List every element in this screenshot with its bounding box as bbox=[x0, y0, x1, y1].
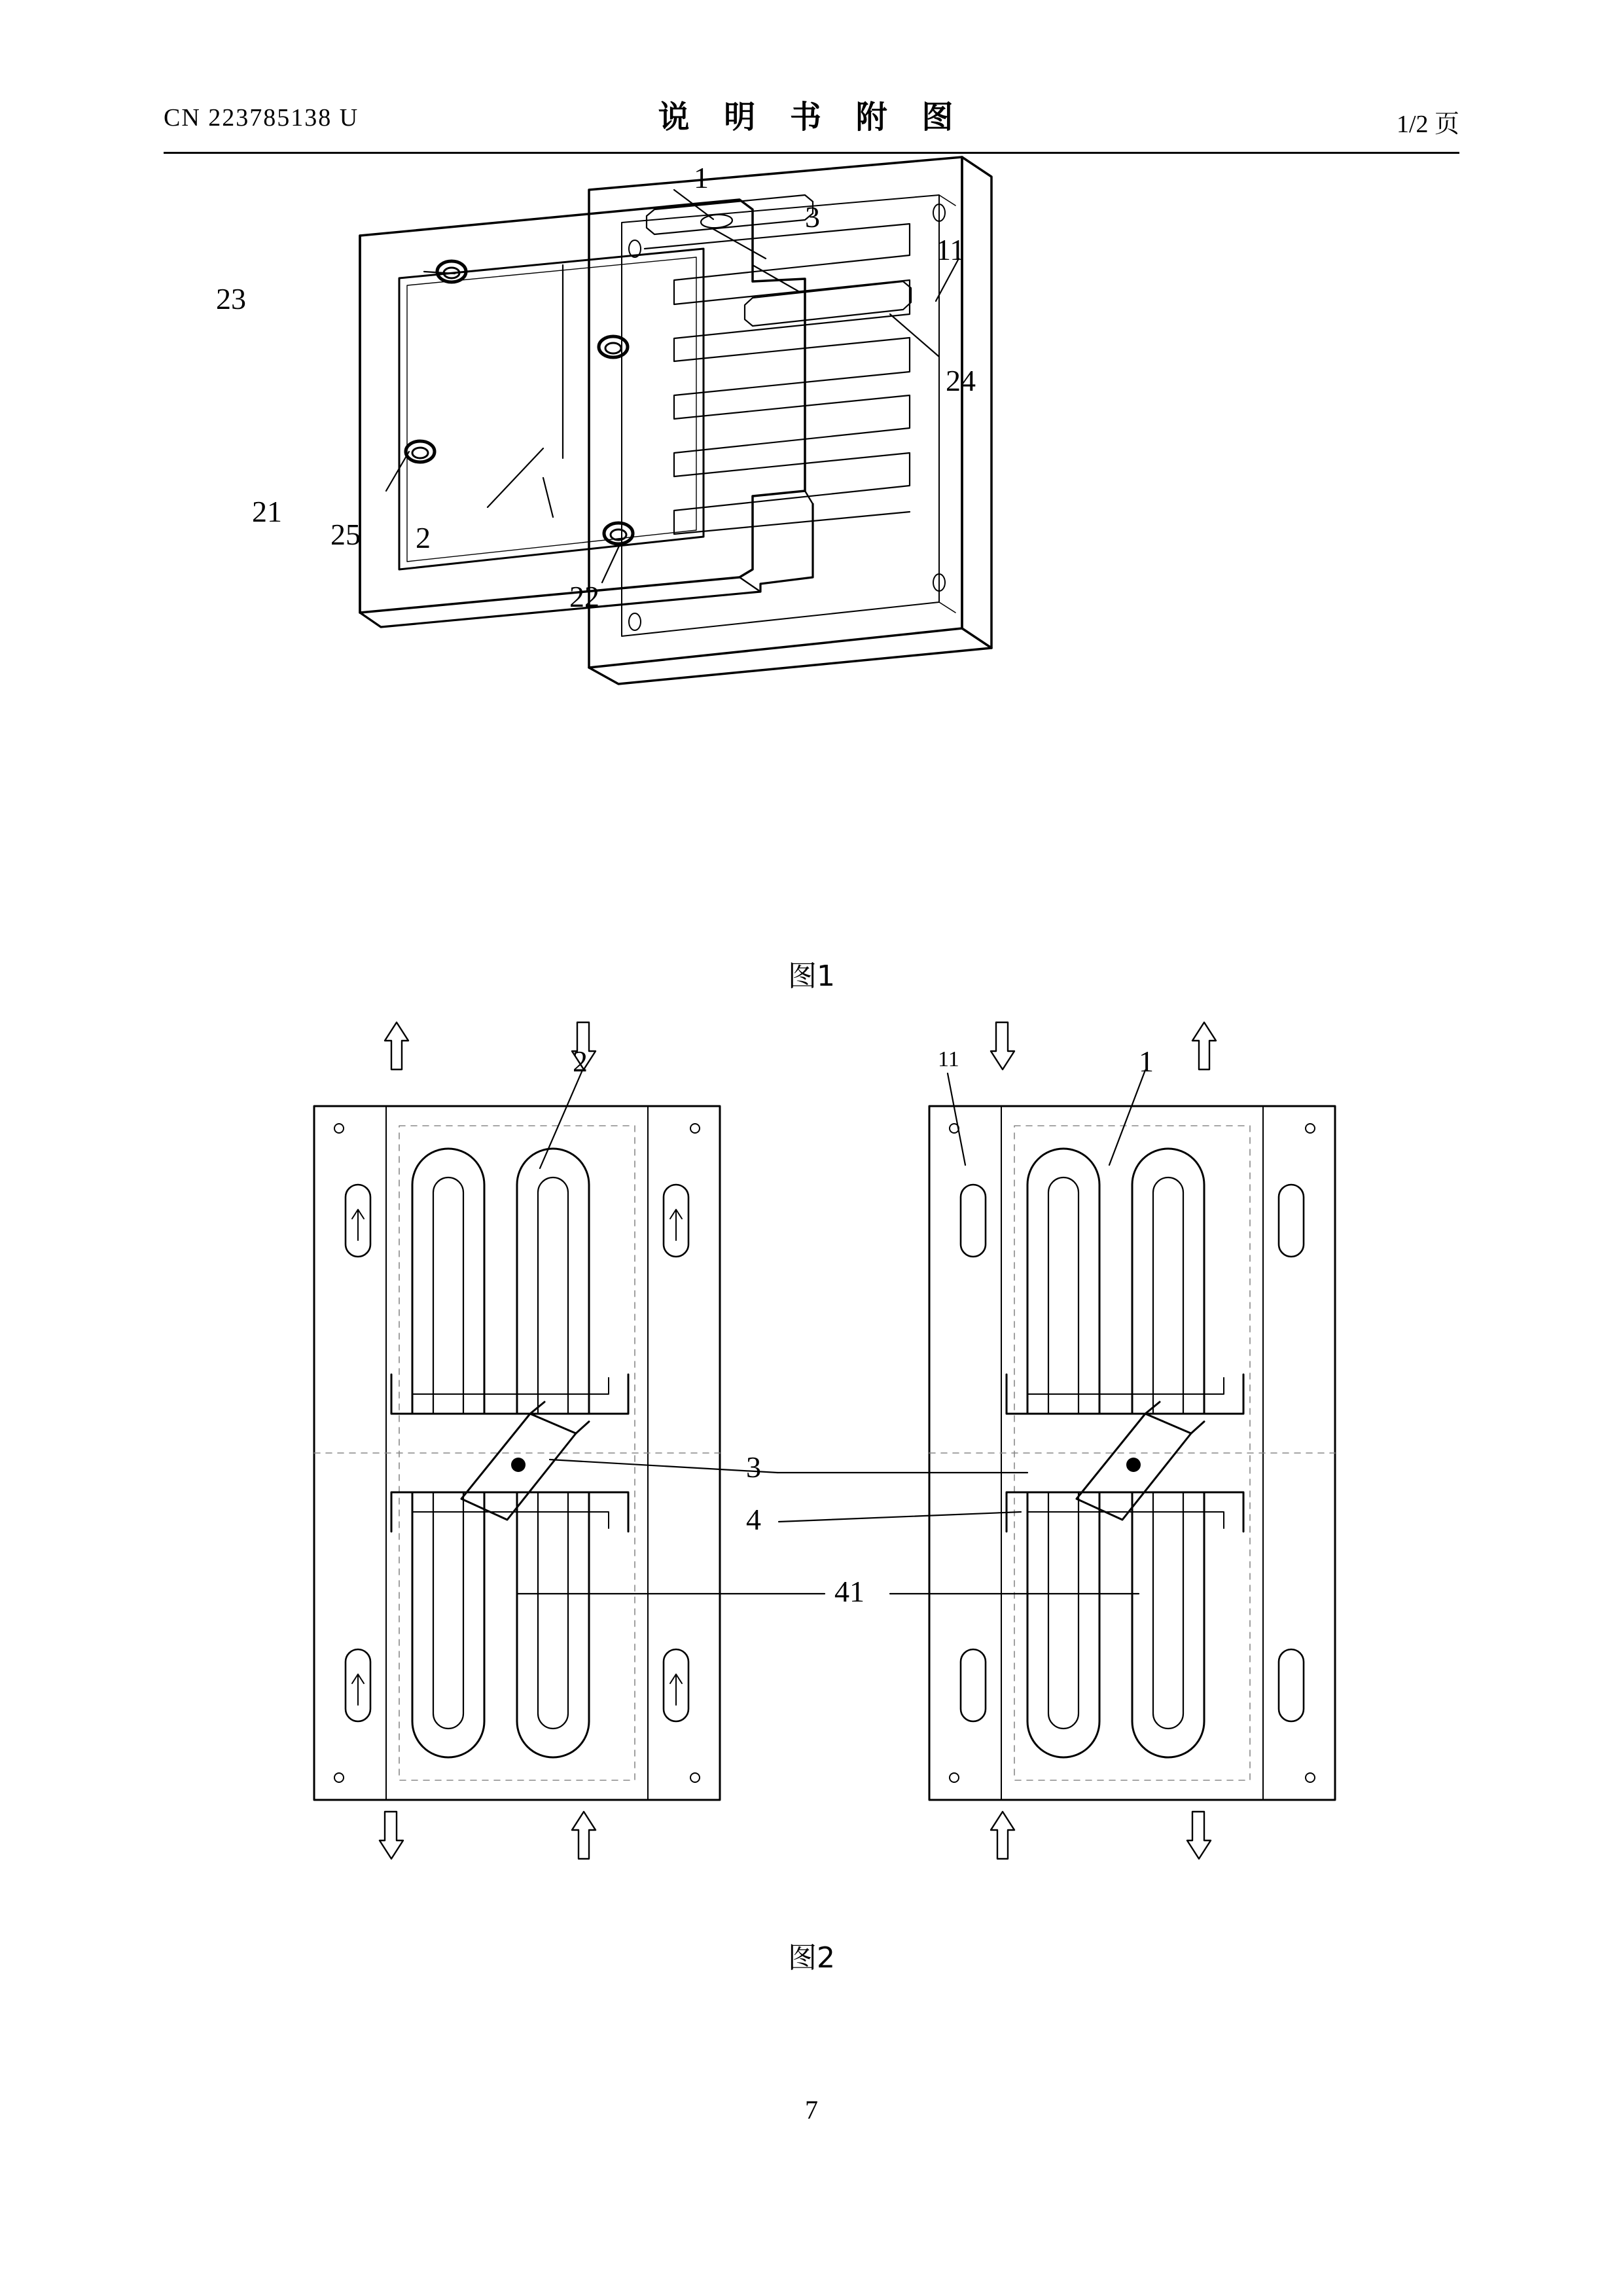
figure-1-label-23: 23 bbox=[216, 282, 246, 315]
figure-2-caption: 图2 bbox=[788, 1941, 835, 1975]
figure-2 bbox=[275, 1014, 1374, 1918]
figure-1-label-21: 21 bbox=[252, 495, 282, 528]
footer-page-number: 7 bbox=[805, 2095, 818, 2125]
figure-1-label-11: 11 bbox=[936, 233, 965, 266]
figure-1-label-25: 25 bbox=[330, 518, 361, 551]
figure-2-label-11: 11 bbox=[938, 1047, 959, 1071]
figure-1-caption: 图1 bbox=[788, 960, 835, 993]
figure-1-label-3: 3 bbox=[805, 200, 820, 234]
figure-2-drawing bbox=[275, 1014, 1374, 1918]
page-title: 说 明 书 附 图 bbox=[658, 99, 965, 135]
figure-1-label-22: 22 bbox=[569, 580, 599, 613]
figure-1-label-2: 2 bbox=[416, 521, 431, 554]
figure-2-label-2: 2 bbox=[573, 1045, 588, 1078]
figure-2-label-41: 41 bbox=[834, 1575, 865, 1608]
figure-1-label-1: 1 bbox=[694, 161, 709, 194]
figure-1-label-24: 24 bbox=[946, 364, 976, 397]
figure-2-label-1: 1 bbox=[1139, 1045, 1154, 1078]
figure-2-label-4: 4 bbox=[746, 1503, 761, 1536]
figure-1 bbox=[216, 151, 1296, 936]
figure-2-label-3: 3 bbox=[746, 1450, 761, 1484]
publication-number: CN 223785138 U bbox=[164, 104, 359, 132]
page-header bbox=[164, 92, 1459, 151]
page-indicator: 1/2 页 bbox=[1396, 111, 1459, 138]
figure-1-drawing bbox=[347, 151, 1296, 936]
